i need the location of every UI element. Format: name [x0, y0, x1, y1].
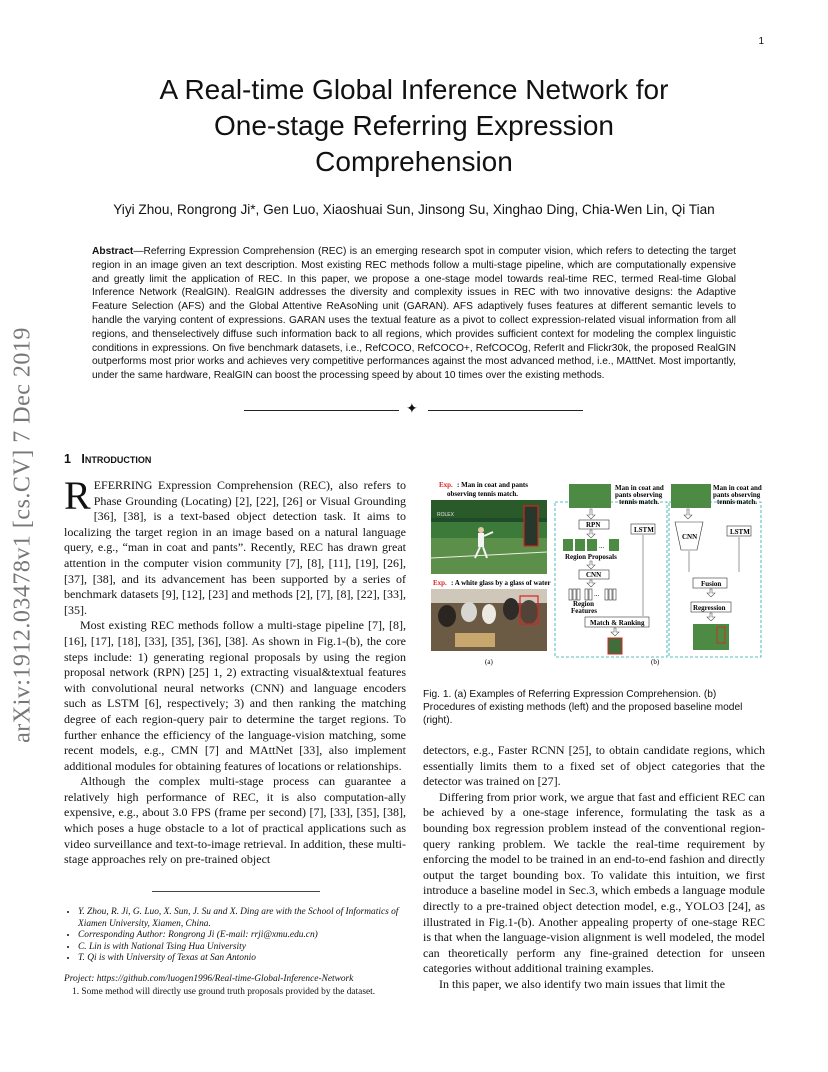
exp2-text: : A white glass by a glass of water [451, 579, 551, 587]
section-number: 1 [64, 452, 71, 466]
arxiv-id: arXiv:1912.03478v1 [cs.CV] 7 Dec 2019 [9, 327, 36, 743]
region-feature-bars [569, 589, 616, 600]
exp2-label: Exp. [433, 579, 447, 587]
intro-paragraph-3: Although the complex multi-stage process can guarantee a relatively high performance of REC, it is also computation-ally expensive, e.g., about 3.0 FPS (frame per second) [7], [33], [35], [38], which poses a huge obstacle to a lot of practical applications such as video surveillance and text-to-image retrieval. In addition, these multi-stage approaches rely on pre-trained object [64, 774, 406, 867]
separator-left [244, 410, 399, 411]
footnote-item: • T. Qi is with University of Texas at San Antonio [78, 953, 406, 965]
title-line-3: Comprehension [315, 146, 513, 177]
output-region-left [608, 638, 622, 654]
intro-paragraph-1-text: EFERRING Expression Comprehension (REC), also refers to Phase Grounding (Locating) [2], [22], [26] or Visual Grounding [36], [38], is a text-based object detection task. It aims to localizing the target region in an image based on a natural language query, e.g., “man in coat and pants”. Recently, REC has drawn great attention in the computer vision community [7], [8], [11], [19], [26], [37], [38], and its advancement has been supported by a series of benchmark datasets [9], [12], [23] and methods [2], [7], [8], [22], [33], [35]. [64, 478, 406, 617]
right-paragraph-2: Differing from prior work, we argue that fast and efficient REC can be achieved by a one-stage inference, formulating the task as a bounding box regression problem instead of the conventional region-query ranking problem. We tackle the real-time requirement by enforcing the model to be trained in an end-to-end fashion and directly output the target bounding box. To validate this intuition, we first introduce a baseline model in Sec.3, which embeds a language module directly to a pre-trained object detection model, e.g., YOLO3 [24], as illustrated in Fig.1-(b). Another appealing property of one-stage REC is that when the language-vision alignment is well modeled, the model can theoretically perform any fine-grained detection for unseen categories without additional training examples. [423, 789, 765, 976]
intro-paragraph-1 [64, 473, 406, 618]
right-paragraph-3: In this paper, we also identify two main issues that limit the [439, 976, 726, 991]
query-left-3: tennis match. [619, 498, 660, 506]
glasses-image [431, 589, 547, 651]
lstm-label-left: LSTM [634, 526, 654, 534]
label-a: (a) [485, 658, 493, 666]
right-paragraph-1: detectors, e.g., Faster RCNN [25], to obtain candidate regions, which essentially limits them to a fixed set of object categories that the detector was trained on [27]. [423, 743, 765, 789]
region-proposals-label: Region Proposals [565, 553, 617, 561]
affiliation-footnotes [64, 907, 406, 965]
project-url: Project: https://github.com/luogen1996/Real-time-Global-Inference-Network [64, 974, 354, 984]
region-features-label-1: Region [573, 600, 594, 608]
input-image-left [569, 484, 611, 508]
page-number: 1 [758, 36, 764, 47]
left-column [64, 473, 406, 868]
separator-right [428, 410, 583, 411]
footnote-rule [152, 891, 320, 892]
intro-paragraph-2: Most existing REC methods follow a multi-stage pipeline [7], [8], [16], [17], [18], [33], [35], [36], [38]. As shown in Fig.1-(b), the core steps include: 1) generating regional proposals by using the region proposal network (RPN) [25] 1, 2) extracting visual&textual features with convolutional neural networks (CNN) and language encoders such as LSTM [6], respectively; 3) and then ranking the matching degree of each region-query pair to determine the target regions. To further enhance the efficiency of the language-vision matching, some recent models, e.g., CMN [7] and MAttNet [33], also implement additional modules for obtaining features of locations or relationships. [64, 618, 406, 773]
footnote-item: • Corresponding Author: Rongrong Ji (E-mail: rrji@xmu.edu.cn) [78, 930, 406, 942]
query-right-1: Man in coat and [713, 484, 762, 492]
tennis-image [431, 500, 547, 574]
region-features-label-2: Features [571, 607, 597, 615]
exp1-text-2: observing tennis match. [447, 490, 518, 498]
abstract-text: —Referring Expression Comprehension (REC) is an emerging research spot in computer vision, which refers to detecting the target region in an image given an text description. Most existing REC methods follow a multi-stage pipeline, which are computationally expensive and greatly limit the application of REC. In this paper, we propose a one-stage model towards real-time REC, termed Real-time Global Inference Network (RealGIN). RealGIN addresses the diversity and complexity issues in REC with two innovative designs: the Adaptive Feature Selection (AFS) and the Global Attentive ReAsoNing unit (GARAN). AFS adaptively fuses features at different semantic levels to handle the varying content of expressions. GARAN uses the textual feature as a pivot to collect expression-related visual information from all regions, and thenselectively diffuse such information back to all regions, which provides sufficient context for modeling the complex linguistic conditions in expressions. On five benchmark datasets, i.e., RefCOCO, RefCOCO+, RefCOCOg, ReferIt and Flickr30k, the proposed RealGIN outperforms most prior works and achieves very competitive performances against the most advanced method, i.e., MAttNet. Most importantly, under the same hardware, RealGIN can boost the processing speed by about 10 times over the existing methods. [92, 246, 736, 382]
cnn-label-left: CNN [586, 571, 602, 579]
svg-text:...: ... [599, 542, 605, 550]
query-left-1: Man in coat and [615, 484, 664, 492]
svg-text:ROLEX: ROLEX [437, 512, 454, 518]
right-column [423, 743, 765, 993]
regression-label: Regression [693, 604, 726, 612]
paper-title [60, 72, 768, 180]
abstract-label: Abstract [92, 246, 134, 257]
output-image-right [693, 624, 729, 650]
figure-1 [425, 478, 765, 673]
match-ranking-label: Match & Ranking [590, 619, 645, 627]
svg-text:...: ... [594, 590, 600, 598]
cnn-label-right: CNN [682, 533, 698, 541]
title-line-1: A Real-time Global Inference Network for [159, 74, 669, 105]
input-image-right [671, 484, 711, 508]
query-right-2: pants observing [713, 491, 761, 499]
query-right-3: tennis match. [717, 498, 758, 506]
rpn-label: RPN [586, 521, 601, 529]
abstract [92, 245, 736, 383]
footnote-1: 1. Some method will directly use ground truth proposals provided by the dataset. [72, 987, 376, 997]
query-left-2: pants observing [615, 491, 663, 499]
authors: Yiyi Zhou, Rongrong Ji*, Gen Luo, Xiaoshuai Sun, Jinsong Su, Xinghao Ding, Chia-Wen Lin, Qi Tian [113, 202, 715, 217]
lstm-label-right: LSTM [730, 528, 750, 536]
figure-caption: Fig. 1. (a) Examples of Referring Expression Comprehension. (b) Procedures of existing methods (left) and the proposed baseline model (right). [423, 689, 743, 726]
separator-diamond: ✦ [406, 402, 418, 417]
arxiv-stamp [8, 290, 38, 780]
footnote-item: • Y. Zhou, R. Ji, G. Luo, X. Sun, J. Su and X. Ding are with the School of Informatics of Xiamen University, Xiamen, China. [78, 907, 406, 930]
title-line-2: One-stage Referring Expression [214, 110, 614, 141]
section-heading [64, 452, 151, 466]
drop-cap: R [64, 473, 91, 518]
exp1-text: : Man in coat and pants [457, 481, 528, 489]
exp1-label: Exp. [439, 481, 453, 489]
fusion-label: Fusion [701, 580, 722, 588]
section-title: Introduction [81, 452, 152, 466]
label-b: (b) [651, 658, 660, 666]
footnote-item: • C. Lin is with National Tsing Hua University [78, 942, 406, 954]
